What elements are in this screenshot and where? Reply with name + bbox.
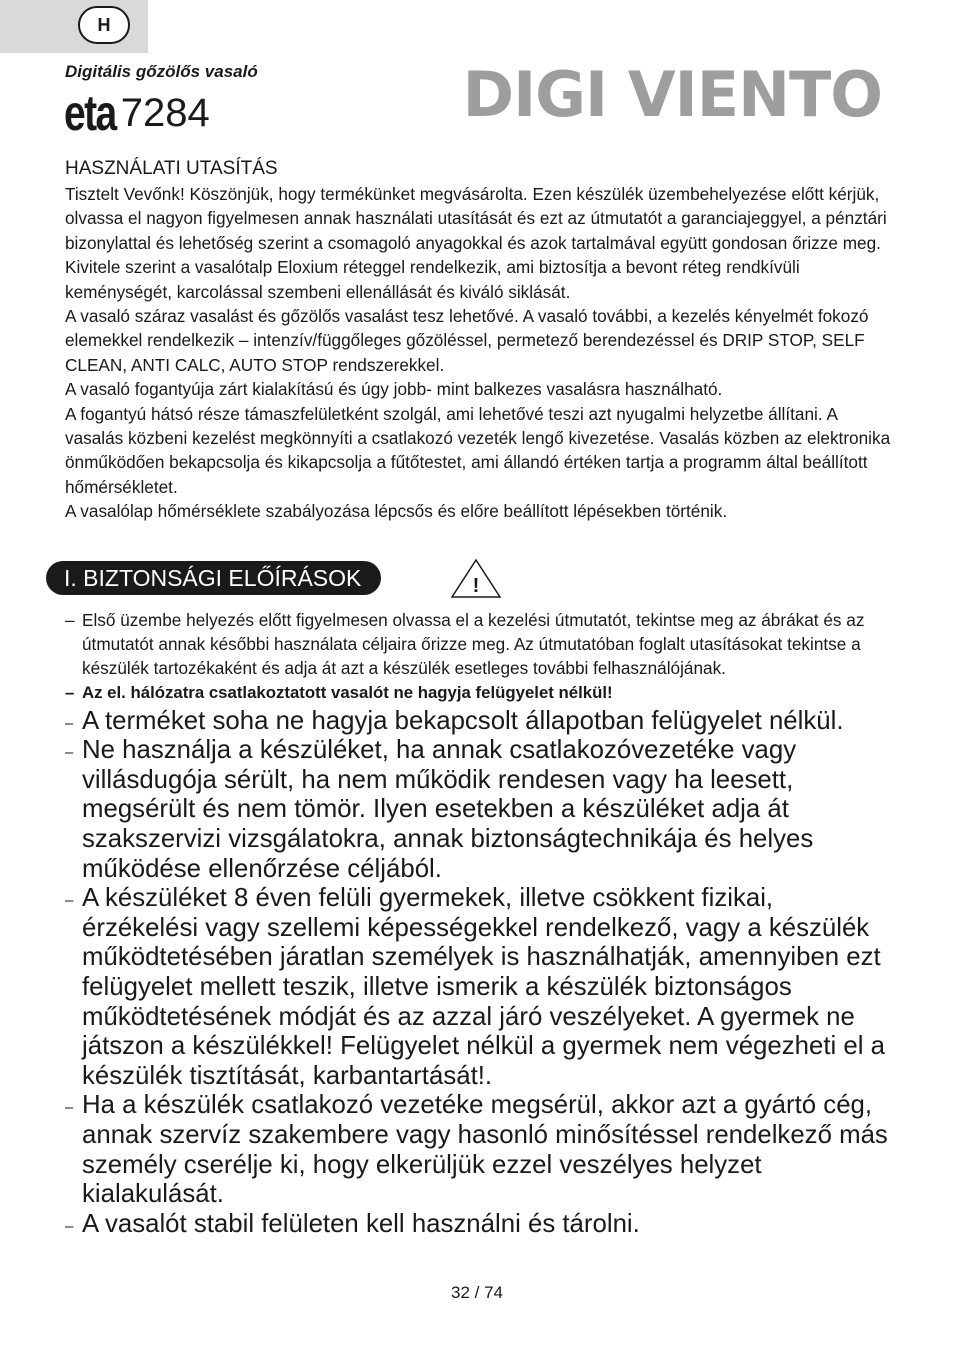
safety-bullet-list <box>65 608 895 1239</box>
list-item <box>65 1091 895 1209</box>
list-item <box>65 736 895 884</box>
intro-paragraph: A vasalólap hőmérséklete szabályozása lépcsős és előre beállított lépésekben történik. <box>65 501 728 522</box>
bullet-text: Ne használja a készüléket, ha annak csatlakozóvezetéke vagy villásdugója sérült, ha nem működik rendesen vagy ha leesett, megsérült és nem tömör. Ilyen esetekben a készüléket adja át szakszervizi vizsgálatokra, annak biztonságtechnikája és helyes működése ellenőrzése céljából. <box>82 736 814 883</box>
bullet-dash: – <box>65 744 74 762</box>
list-item <box>65 884 895 1091</box>
bullet-dash: – <box>65 892 74 910</box>
bullet-text: Első üzembe helyezés előtt figyelmesen olvassa el a kezelési útmutatót, tekintse meg az ábrákat és az útmutatót annak későbbi használata céljaira őrizze meg. Az útmutatóban foglalt utasításokat tekintse a készülék tartozékaként és adja át azt a készülék esetleges további felhasználójának. <box>82 610 865 679</box>
bullet-dash: – <box>65 1099 74 1117</box>
list-item <box>65 681 895 705</box>
list-item <box>65 1210 895 1240</box>
bullet-dash: – <box>65 682 75 702</box>
intro-paragraph: Kivitele szerint a vasalótalp Eloxium réteggel rendelkezik, ami biztosítja a bevont réteg rendkívüli keménységét, karcolással szembeni ellenállását és kiváló siklását. <box>65 257 800 302</box>
list-item <box>65 608 895 681</box>
intro-section <box>65 158 895 524</box>
product-name: DIGI VIENTO <box>462 58 882 131</box>
intro-paragraph: A fogantyú hátsó része támaszfelületként szolgál, ami lehetővé teszi azt nyugalmi helyzetbe állítani. A vasalás közbeni kezelést megkönnyíti a csatlakozó vezeték lengő kivezetése. Vasalás közben az elektronika önműködően bekapcsolja és kikapcsolja a fűtőtestet, ami állandó értéken tartja a programm által beállított hőmérsékletet. <box>65 403 891 497</box>
bullet-dash: – <box>65 714 74 732</box>
intro-paragraph: A vasaló fogantyúja zárt kialakítású és úgy jobb- mint balkezes vasalásra használható. <box>65 379 723 400</box>
bullet-text: A terméket soha ne hagyja bekapcsolt állapotban felügyelet nélkül. <box>82 706 844 735</box>
brand-block <box>64 84 210 142</box>
bullet-text: A készüléket 8 éven felüli gyermekek, illetve csökkent fizikai, érzékelési vagy szellemi képességekkel rendelkező, vagy a készülék működtetésében járatlan személyek is használhatják, amennyiben ezt felügyelet mellett teszik, illetve ismerik a készülék biztonságos működtetésének módját és az azzal járó veszélyeket. A gyermek ne játszon a készülékkel! Felügyelet nélkül a gyermek nem végezheti el a készülék tisztítását, karbantartását!. <box>82 884 885 1090</box>
warning-triangle-icon <box>450 558 502 600</box>
safety-section-header <box>46 561 480 597</box>
bullet-dash: – <box>65 610 75 630</box>
list-item <box>65 707 895 737</box>
bullet-text: Az el. hálózatra csatlakoztatott vasalót ne hagyja felügyelet nélkül! <box>82 682 613 702</box>
language-badge: H <box>78 6 130 44</box>
product-subtitle: Digitális gőzölős vasaló <box>65 62 258 81</box>
warning-exclamation: ! <box>472 575 480 597</box>
intro-heading: HASZNÁLATI UTASÍTÁS <box>65 158 278 179</box>
intro-paragraph: Tisztelt Vevőnk! Köszönjük, hogy termékünket megvásárolta. Ezen készülék üzembehelyezése előtt kérjük, olvassa el nagyon figyelmesen annak használati utasítását és ezt az útmutatót a garanciajeggyel, a pénztári bizonylattal és lehetőség szerint a csomagoló anyagokkal és azok tartalmával együtt gondosan őrizze meg. <box>65 184 887 253</box>
model-number: 7284 <box>120 91 210 135</box>
section-title: I. BIZTONSÁGI ELŐÍRÁSOK <box>46 561 381 595</box>
bullet-dash: – <box>65 1217 74 1235</box>
intro-paragraph: A vasaló száraz vasalást és gőzölős vasalást tesz lehetővé. A vasaló további, a kezelés kényelmét fokozó elemekkel rendelkezik – intenzív/függőleges gőzöléssel, permetező berendezéssel és DRIP STOP, SELF CLEAN, ANTI CALC, AUTO STOP rendszerekkel. <box>65 306 869 375</box>
bullet-text: Ha a készülék csatlakozó vezetéke megsérül, akkor azt a gyártó cég, annak szervíz szakembere vagy hasonló minősítéssel rendelkező más személy cserélje ki, hogy elkerüljük ezzel veszélyes helyzet kialakulását. <box>82 1091 888 1209</box>
eta-logo: eta <box>64 85 116 141</box>
page-number: 32 / 74 <box>451 1283 503 1302</box>
language-tab <box>0 0 148 53</box>
bullet-text: A vasalót stabil felületen kell használni és tárolni. <box>82 1209 640 1238</box>
